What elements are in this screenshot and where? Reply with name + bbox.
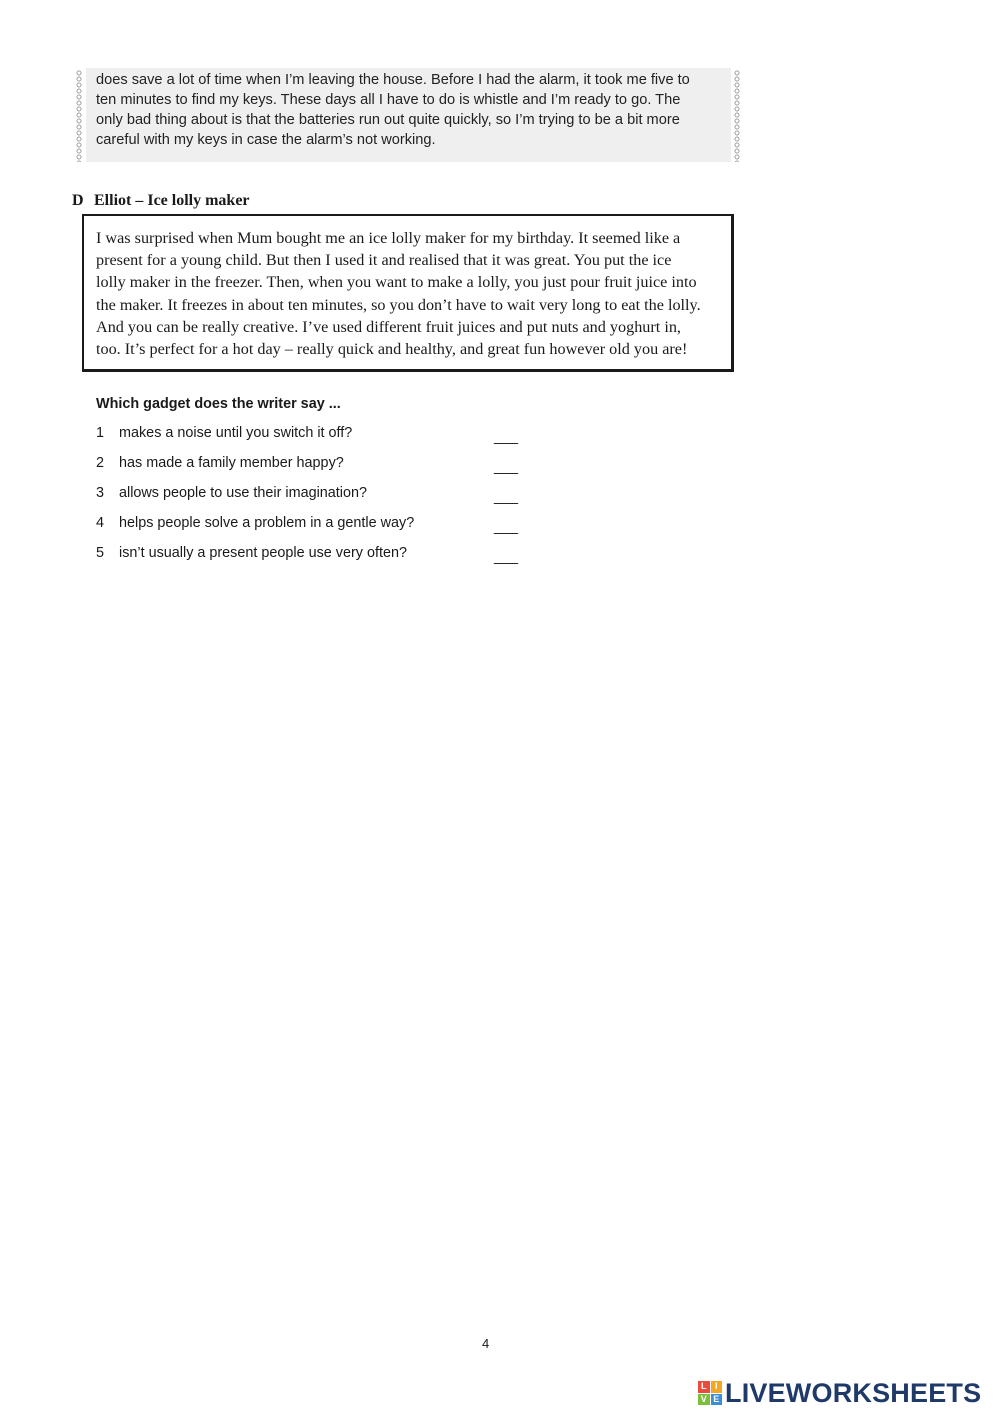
previous-text-line: ten minutes to find my keys. These days all I have to do is whistle and I’m ready to go. The xyxy=(96,92,681,108)
question-number: 1 xyxy=(96,425,105,441)
previous-text xyxy=(96,70,726,150)
decorative-border-left xyxy=(75,70,83,162)
text-line: the maker. It freezes in about ten minutes, so you don’t have to wait very long to eat the lolly. xyxy=(96,295,701,314)
answer-blank[interactable]: ___ xyxy=(494,459,519,475)
question-number: 3 xyxy=(96,485,105,501)
liveworksheets-logo xyxy=(698,1378,981,1408)
section-title: Elliot – Ice lolly maker xyxy=(94,192,250,209)
question-row xyxy=(96,485,536,507)
elliot-text xyxy=(96,227,736,360)
question-text: helps people solve a problem in a gentle way? xyxy=(119,515,415,531)
question-text: allows people to use their imagination? xyxy=(119,485,367,501)
brand-name: LIVEWORKSHEETS xyxy=(725,1377,982,1408)
question-heading: Which gadget does the writer say ... xyxy=(96,396,341,412)
logo-tile: I xyxy=(711,1381,723,1393)
question-text: makes a noise until you switch it off? xyxy=(119,425,353,441)
text-line: too. It’s perfect for a hot day – really quick and healthy, and great fun however old you are! xyxy=(96,340,688,359)
text-line: I was surprised when Mum bought me an ice lolly maker for my birthday. It seemed like a xyxy=(96,229,681,247)
text-line: present for a young child. But then I used it and realised that it was great. You put the ice xyxy=(96,251,672,270)
text-line: lolly maker in the freezer. Then, when you want to make a lolly, you just pour fruit juice into xyxy=(96,273,697,292)
page-number: 4 xyxy=(482,1336,490,1351)
question-text: has made a family member happy? xyxy=(119,455,344,471)
decorative-border-right xyxy=(733,70,741,162)
logo-tile: V xyxy=(698,1394,710,1406)
answer-blank[interactable]: ___ xyxy=(494,429,519,445)
section-letter: D xyxy=(72,192,84,209)
section-heading xyxy=(72,192,250,210)
question-number: 4 xyxy=(96,515,105,531)
answer-blank[interactable]: ___ xyxy=(494,549,519,565)
question-row xyxy=(96,455,536,477)
question-row xyxy=(96,515,536,537)
question-row xyxy=(96,545,536,567)
answer-blank[interactable]: ___ xyxy=(494,519,519,535)
liveworksheets-logo-icon xyxy=(698,1381,722,1405)
question-number: 5 xyxy=(96,545,105,561)
text-line: And you can be really creative. I’ve used different fruit juices and put nuts and yoghurt in, xyxy=(96,317,681,336)
logo-tile: E xyxy=(711,1394,723,1406)
answer-blank[interactable]: ___ xyxy=(494,489,519,505)
previous-text-line: careful with my keys in case the alarm’s not working. xyxy=(96,132,436,148)
previous-text-line: only bad thing about is that the batteries run out quite quickly, so I’m trying to be a bit more xyxy=(96,112,680,128)
logo-tile: L xyxy=(698,1381,710,1393)
question-row xyxy=(96,425,536,447)
question-number: 2 xyxy=(96,455,105,471)
question-text: isn’t usually a present people use very often? xyxy=(119,545,407,561)
previous-text-line: does save a lot of time when I’m leaving the house. Before I had the alarm, it took me five to xyxy=(96,72,690,88)
